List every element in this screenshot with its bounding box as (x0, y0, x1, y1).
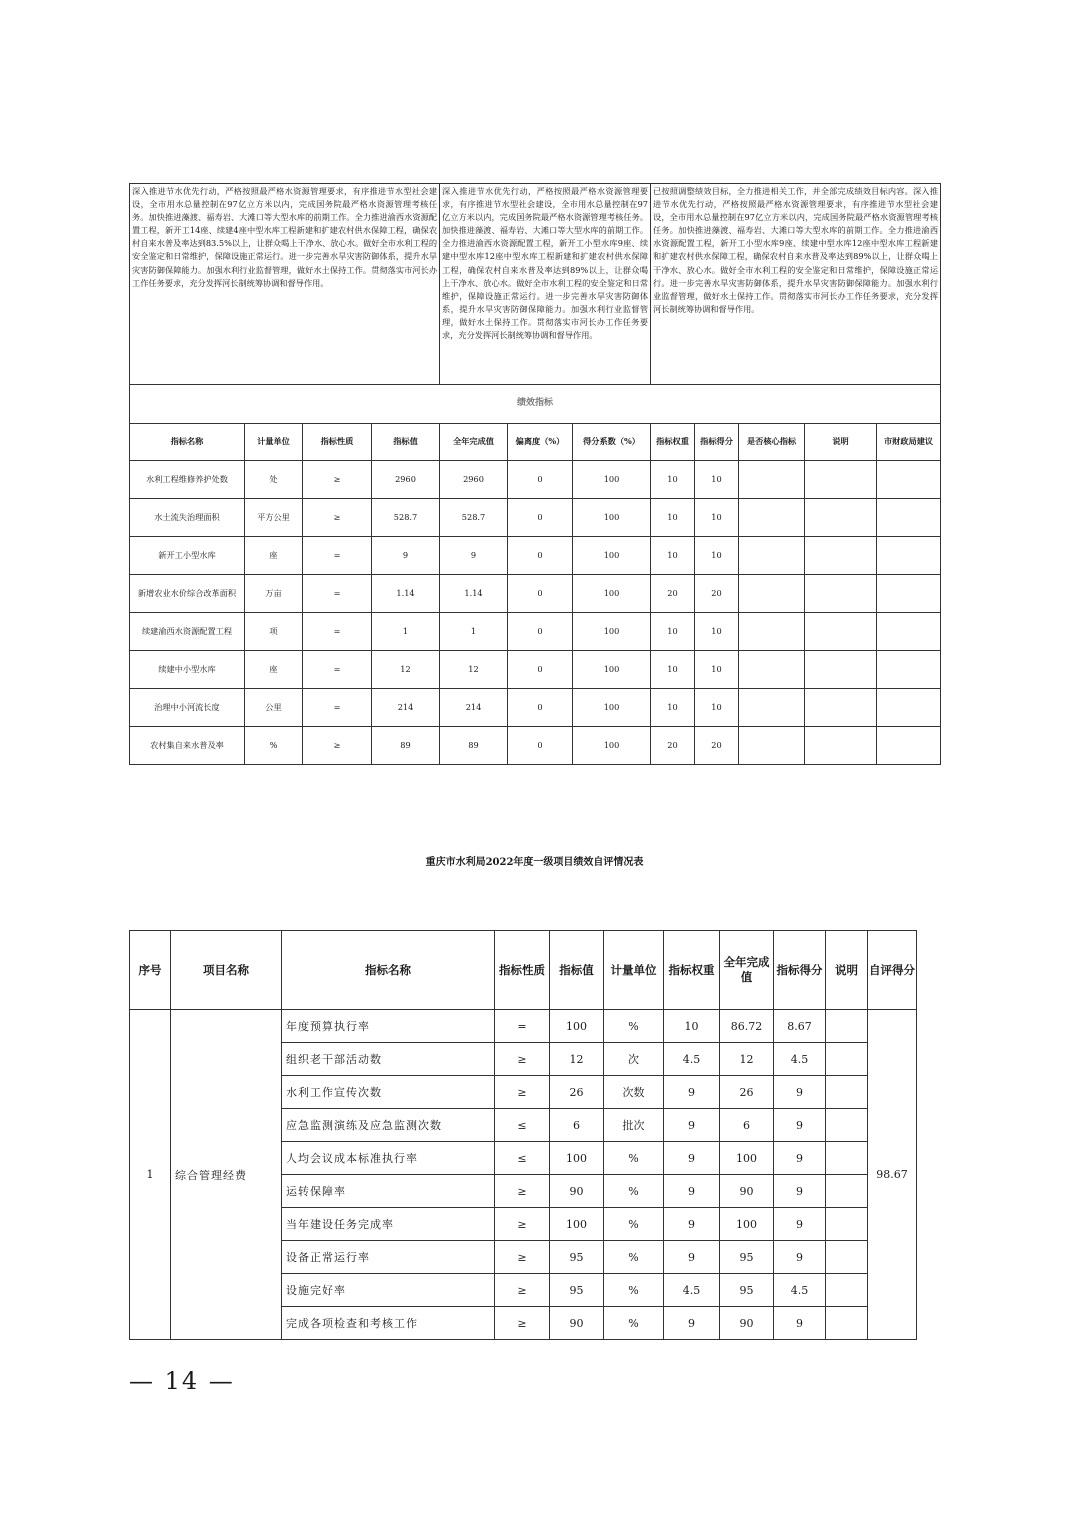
table-cell: ≥ (495, 1307, 550, 1340)
table-cell: 9 (774, 1208, 826, 1241)
table-cell (739, 575, 805, 613)
table-cell: 续建中小型水库 (130, 651, 245, 689)
table-cell: 0 (508, 613, 573, 651)
column-header: 指标名称 (130, 424, 245, 461)
table-cell: 10 (651, 461, 695, 499)
table-cell: 90 (720, 1307, 774, 1340)
table-cell: ≥ (495, 1241, 550, 1274)
table-cell: 0 (508, 537, 573, 575)
table-cell: ≥ (495, 1043, 550, 1076)
table-cell (826, 1109, 868, 1142)
table-cell: 4.5 (774, 1274, 826, 1307)
table-cell: % (604, 1274, 664, 1307)
table-cell: 平方公里 (245, 499, 303, 537)
table-cell: % (604, 1208, 664, 1241)
table-cell: 20 (651, 575, 695, 613)
table-cell: % (604, 1175, 664, 1208)
table-cell: = (303, 575, 372, 613)
table-cell: % (604, 1010, 664, 1043)
table-cell: 20 (695, 727, 739, 765)
table-cell: % (604, 1241, 664, 1274)
table-cell: ≥ (495, 1175, 550, 1208)
column-header: 得分系数（%） (573, 424, 651, 461)
indicator-name-cell: 应急监测演练及应急监测次数 (282, 1109, 495, 1142)
table-cell (739, 537, 805, 575)
table-cell: 0 (508, 575, 573, 613)
table-cell (826, 1043, 868, 1076)
table-row (130, 727, 941, 765)
project-name-cell: 综合管理经费 (171, 1010, 282, 1340)
table-cell: 座 (245, 537, 303, 575)
table-cell (877, 651, 941, 689)
table-cell (826, 1274, 868, 1307)
table-cell (805, 499, 877, 537)
table-cell: 水土流失治理面积 (130, 499, 245, 537)
table-cell: ≥ (303, 461, 372, 499)
project-self-evaluation-table (129, 930, 917, 1340)
table-cell: 10 (695, 613, 739, 651)
table-cell (877, 613, 941, 651)
table-cell: 90 (550, 1307, 604, 1340)
table-row (130, 1010, 917, 1043)
table-cell: 89 (440, 727, 508, 765)
table-cell: 10 (651, 499, 695, 537)
column-header: 指标得分 (695, 424, 739, 461)
table-cell: 10 (695, 537, 739, 575)
table-cell: 100 (573, 689, 651, 727)
column-header: 说明 (826, 931, 868, 1010)
table-cell: 1 (372, 613, 440, 651)
table-cell: 批次 (604, 1109, 664, 1142)
table-cell: 1.14 (440, 575, 508, 613)
page-title: 重庆市水利局2022年度一级项目绩效自评情况表 (425, 857, 644, 868)
table-cell: 9 (664, 1142, 720, 1175)
table-header-row (130, 424, 941, 461)
indicator-name-cell: 人均会议成本标准执行率 (282, 1142, 495, 1175)
page-number: — 14 — (129, 1367, 235, 1395)
table-cell: 20 (695, 575, 739, 613)
table-cell: 0 (508, 461, 573, 499)
table-cell: 2960 (440, 461, 508, 499)
indicator-name-cell: 当年建设任务完成率 (282, 1208, 495, 1241)
table-cell: 10 (651, 651, 695, 689)
table-row (130, 499, 941, 537)
table-cell: 100 (573, 727, 651, 765)
table-cell: 9 (664, 1109, 720, 1142)
table-cell (739, 499, 805, 537)
table-cell: 95 (720, 1241, 774, 1274)
table-cell: 100 (573, 613, 651, 651)
table-cell (826, 1175, 868, 1208)
table-cell: 9 (774, 1307, 826, 1340)
table-cell: 86.72 (720, 1010, 774, 1043)
table-cell (805, 689, 877, 727)
table-cell: 8.67 (774, 1010, 826, 1043)
table-cell (877, 575, 941, 613)
indicator-name-cell: 水利工作宣传次数 (282, 1076, 495, 1109)
column-header: 偏离度（%） (508, 424, 573, 461)
table-cell (805, 651, 877, 689)
table-cell: % (604, 1307, 664, 1340)
table-cell (805, 537, 877, 575)
table-cell: 治理中小河流长度 (130, 689, 245, 727)
table-cell (877, 499, 941, 537)
table-row (130, 575, 941, 613)
table-cell: 9 (774, 1241, 826, 1274)
table-cell: ≤ (495, 1109, 550, 1142)
target-text-row (130, 184, 941, 385)
table-cell: 100 (550, 1142, 604, 1175)
table-row (130, 461, 941, 499)
table-cell (826, 1076, 868, 1109)
table-cell: 100 (573, 499, 651, 537)
table-cell: 10 (651, 613, 695, 651)
table-cell (739, 727, 805, 765)
table-cell: = (495, 1010, 550, 1043)
table-cell: 90 (720, 1175, 774, 1208)
table-cell: ≤ (495, 1142, 550, 1175)
table-cell (826, 1307, 868, 1340)
column-header: 计量单位 (245, 424, 303, 461)
table-row (130, 689, 941, 727)
table-cell: = (303, 613, 372, 651)
column-header: 全年完成值 (440, 424, 508, 461)
indicator-name-cell: 完成各项检查和考核工作 (282, 1307, 495, 1340)
table-row (130, 537, 941, 575)
table-header-row (130, 931, 917, 1010)
column-header: 指标权重 (651, 424, 695, 461)
column-header: 指标权重 (664, 931, 720, 1010)
table-cell: 100 (573, 537, 651, 575)
table-row (130, 651, 941, 689)
table-cell (739, 613, 805, 651)
table-cell (805, 727, 877, 765)
table-cell (826, 1241, 868, 1274)
table-cell: 12 (440, 651, 508, 689)
table-cell: 26 (720, 1076, 774, 1109)
table-cell: % (245, 727, 303, 765)
table-cell: 座 (245, 651, 303, 689)
table-cell: 12 (550, 1043, 604, 1076)
table-cell (826, 1142, 868, 1175)
table-cell: 10 (651, 537, 695, 575)
table-cell: 1 (440, 613, 508, 651)
table-cell: = (303, 537, 372, 575)
table-cell: 528.7 (372, 499, 440, 537)
column-header: 项目名称 (171, 931, 282, 1010)
table-cell: ≥ (495, 1208, 550, 1241)
table-cell: 10 (695, 461, 739, 499)
table-cell: 9 (774, 1109, 826, 1142)
indicator-name-cell: 设施完好率 (282, 1274, 495, 1307)
column-header: 指标值 (550, 931, 604, 1010)
table-cell: 100 (573, 651, 651, 689)
table-cell: 100 (550, 1208, 604, 1241)
column-header: 全年完成值 (720, 931, 774, 1010)
self-score-cell: 98.67 (868, 1010, 917, 1340)
table-cell: 新增农业水价综合改革面积 (130, 575, 245, 613)
section-label: 绩效指标 (130, 385, 941, 424)
column-header: 计量单位 (604, 931, 664, 1010)
table-cell: 20 (651, 727, 695, 765)
table-cell: 水利工程维修养护处数 (130, 461, 245, 499)
table-cell: 9 (664, 1175, 720, 1208)
table-cell (805, 613, 877, 651)
table-cell: 10 (695, 689, 739, 727)
table-cell: 26 (550, 1076, 604, 1109)
table-cell: 次 (604, 1043, 664, 1076)
table-cell: 6 (550, 1109, 604, 1142)
table-cell: 95 (550, 1274, 604, 1307)
table-cell: 10 (695, 651, 739, 689)
table-cell: = (303, 689, 372, 727)
adjusted-target-text: 深入推进节水优先行动，严格按照最严格水资源管理要求，有序推进节水型社会建设，全市用水总量控制在97亿立方米以内，完成国务院最严格水资源管理考核任务。加快推进藻渡、福寿岩、大滩口等大型水库的前期工作。全力推进渝西水资源配置工程，新开工小型水库9座、续建中型水库12座中型水库工程新建和扩建农村供水保障工程，确保农村自来水普及率达到89%以上，让群众喝上干净水、放心水。做好全市水利工程的安全鉴定和日常维护，保障设施正常运行。进一步完善水旱灾害防御体系，提升水旱灾害防御保障能力。加强水利行业监督管理，做好水土保持工作。贯彻落实市河长办工作任务要求，充分发挥河长制统筹协调和督导作用。 (440, 184, 651, 385)
column-header: 指标得分 (774, 931, 826, 1010)
table-cell: ≥ (303, 727, 372, 765)
table-cell: 续建渝西水资源配置工程 (130, 613, 245, 651)
table-cell: 农村集自来水普及率 (130, 727, 245, 765)
indicator-name-cell: 设备正常运行率 (282, 1241, 495, 1274)
seq-cell: 1 (130, 1010, 171, 1340)
annual-target-text: 深入推进节水优先行动，严格按照最严格水资源管理要求，有序推进节水型社会建设，全市用水总量控制在97亿立方米以内，完成国务院最严格水资源管理考核任务。加快推进藻渡、福寿岩、大滩口等大型水库的前期工作。全力推进渝西水资源配置工程，新开工14座、续建4座中型水库工程新建和扩建农村供水保障工程，确保农村自来水普及率达到83.5%以上，让群众喝上干净水、放心水。做好全市水利工程的安全鉴定和日常维护，保障设施正常运行。进一步完善水旱灾害防御体系，提升水旱灾害防御保障能力。加强水利行业监督管理，做好水土保持工作。贯彻落实市河长办工作任务要求，充分发挥河长制统筹协调和督导作用。 (130, 184, 440, 385)
table-cell: 214 (440, 689, 508, 727)
table-cell: 10 (664, 1010, 720, 1043)
table-cell: 9 (774, 1142, 826, 1175)
table-cell: 0 (508, 651, 573, 689)
table-cell: 9 (372, 537, 440, 575)
table-cell: 10 (695, 499, 739, 537)
table-cell: 9 (664, 1208, 720, 1241)
table-cell (739, 461, 805, 499)
table-cell: 9 (774, 1076, 826, 1109)
table-cell: 9 (664, 1241, 720, 1274)
column-header: 指标性质 (495, 931, 550, 1010)
table-cell: 0 (508, 727, 573, 765)
indicator-name-cell: 组织老干部活动数 (282, 1043, 495, 1076)
column-header: 说明 (805, 424, 877, 461)
table-cell (877, 537, 941, 575)
table-cell (877, 727, 941, 765)
column-header: 指标值 (372, 424, 440, 461)
column-header: 序号 (130, 931, 171, 1010)
table-cell (826, 1010, 868, 1043)
table-cell (805, 461, 877, 499)
table-cell: 万亩 (245, 575, 303, 613)
table-cell: 10 (651, 689, 695, 727)
table-cell: 89 (372, 727, 440, 765)
table-cell: ≥ (303, 499, 372, 537)
table-cell: 100 (573, 575, 651, 613)
column-header: 指标名称 (282, 931, 495, 1010)
table-cell: 528.7 (440, 499, 508, 537)
table-cell (739, 651, 805, 689)
table-row (130, 613, 941, 651)
table-cell: = (303, 651, 372, 689)
table-cell: 4.5 (664, 1043, 720, 1076)
table-cell: 12 (372, 651, 440, 689)
table-cell: ≥ (495, 1274, 550, 1307)
table-cell (877, 689, 941, 727)
table-cell: 6 (720, 1109, 774, 1142)
table-cell (739, 689, 805, 727)
table-cell: 12 (720, 1043, 774, 1076)
table-cell: 新开工小型水库 (130, 537, 245, 575)
table-cell: 9 (664, 1307, 720, 1340)
table-cell: 0 (508, 689, 573, 727)
table-cell: 90 (550, 1175, 604, 1208)
table-cell (826, 1208, 868, 1241)
table-cell: 处 (245, 461, 303, 499)
table-cell: ≥ (495, 1076, 550, 1109)
table-cell: 项 (245, 613, 303, 651)
table-cell: 公里 (245, 689, 303, 727)
column-header: 是否核心指标 (739, 424, 805, 461)
table-cell: 214 (372, 689, 440, 727)
table-cell: 0 (508, 499, 573, 537)
table-cell: 9 (440, 537, 508, 575)
table-cell: 100 (573, 461, 651, 499)
completion-text: 已按照调整绩效目标，全力推进相关工作，并全部完成绩效目标内容。深入推进节水优先行动，严格按照最严格水资源管理要求，有序推进节水型社会建设，全市用水总量控制在97亿立方米以内，完成国务院最严格水资源管理考核任务。加快推进藻渡、福寿岩、大滩口等大型水库的前期工作。全力推进渝西水资源配置工程，新开工小型水库9座、续建中型水库12座中型水库工程新建和扩建农村供水保障工程，确保农村自来水普及率达到89%以上，让群众喝上干净水、放心水。做好全市水利工程的安全鉴定和日常维护，保障设施正常运行。进一步完善水旱灾害防御体系，提升水旱灾害防御保障能力。加强水利行业监督管理，做好水土保持工作。贯彻落实市河长办工作任务要求，充分发挥河长制统筹协调和督导作用。 (651, 184, 941, 385)
indicator-name-cell: 年度预算执行率 (282, 1010, 495, 1043)
column-header: 指标性质 (303, 424, 372, 461)
table-cell: 1.14 (372, 575, 440, 613)
table-cell: 2960 (372, 461, 440, 499)
performance-indicator-table (129, 183, 941, 765)
column-header: 市财政局建议 (877, 424, 941, 461)
table-cell (805, 575, 877, 613)
table-cell: 95 (720, 1274, 774, 1307)
column-header: 自评得分 (868, 931, 917, 1010)
table-cell (877, 461, 941, 499)
table-cell: 100 (720, 1142, 774, 1175)
section-row (130, 385, 941, 424)
table-cell: 4.5 (664, 1274, 720, 1307)
table-cell: 100 (720, 1208, 774, 1241)
indicator-name-cell: 运转保障率 (282, 1175, 495, 1208)
table-cell: 次数 (604, 1076, 664, 1109)
table-cell: 95 (550, 1241, 604, 1274)
table-cell: 9 (774, 1175, 826, 1208)
table-cell: % (604, 1142, 664, 1175)
table-cell: 4.5 (774, 1043, 826, 1076)
table-cell: 9 (664, 1076, 720, 1109)
table-cell: 100 (550, 1010, 604, 1043)
